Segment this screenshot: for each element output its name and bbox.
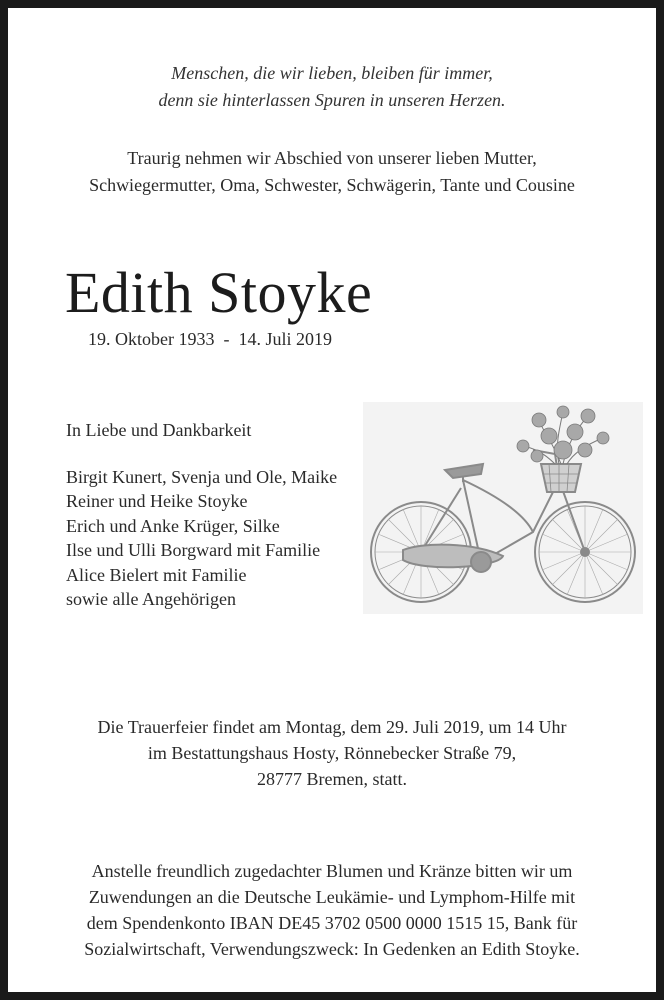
deceased-name: Edith Stoyke (65, 260, 373, 325)
donation-line-1: Anstelle freundlich zugedachter Blumen und Kränze bitten wir um (91, 861, 573, 881)
mourner-line: sowie alle Angehörigen (66, 589, 236, 609)
intro-line-1: Traurig nehmen wir Abschied von unserer lieben Mutter, (127, 148, 537, 168)
mourner-line: Alice Bielert mit Familie (66, 564, 247, 585)
service-line-3: 28777 Bremen, statt. (257, 769, 407, 789)
donation-line-2: Zuwendungen an die Deutsche Leukämie- und Lymphom-Hilfe mit (88, 887, 576, 907)
service-line-1: Die Trauerfeier findet am Montag, dem 29. Juli 2019, um 14 Uhr (97, 717, 567, 737)
donation-request (16, 858, 648, 962)
mourner-line: Reiner und Heike Stoyke (66, 491, 248, 511)
motto-line-2: denn sie hinterlassen Spuren in unseren Herzen. (158, 90, 506, 110)
mourners-greeting: In Liebe und Dankbarkeit (66, 420, 252, 440)
donation-line-3: dem Spendenkonto IBAN DE45 3702 0500 0000 1515 15, Bank für (86, 913, 578, 933)
intro-text (16, 145, 648, 199)
donation-line-4: Sozialwirtschaft, Verwendungszweck: In Gedenken an Edith Stoyke. (84, 939, 580, 959)
mourner-line: Ilse und Ulli Borgward mit Familie (66, 540, 321, 560)
mourners-list (66, 418, 337, 612)
motto-line-1: Menschen, die wir lieben, bleiben für immer, (171, 63, 493, 83)
mourner-line: Birgit Kunert, Svenja und Ole, Maike (66, 466, 338, 487)
intro-line-2: Schwiegermutter, Oma, Schwester, Schwägerin, Tante und Cousine (89, 175, 575, 195)
mourner-line: Erich und Anke Krüger, Silke (66, 515, 280, 536)
bicycle-illustration (363, 402, 643, 614)
service-line-2: im Bestattungshaus Hosty, Rönnebecker Straße 79, (147, 743, 517, 763)
motto-quote (16, 60, 648, 114)
bicycle-with-flower-basket-icon (363, 402, 643, 614)
funeral-service-info (16, 714, 648, 792)
life-dates: 19. Oktober 1933 - 14. Juli 2019 (88, 329, 332, 349)
